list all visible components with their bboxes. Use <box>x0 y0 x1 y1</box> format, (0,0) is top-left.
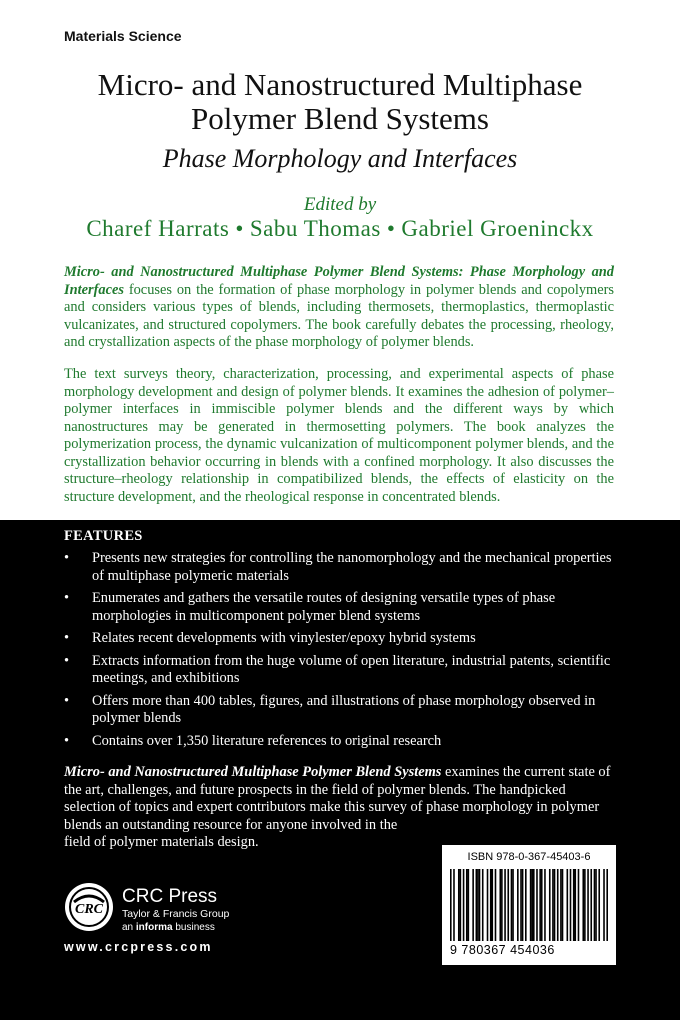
barcode-bar <box>512 869 514 941</box>
barcode-bar <box>594 869 596 941</box>
closing-paragraph <box>64 764 616 852</box>
barcode-bar <box>479 869 481 941</box>
feature-item: • Contains over 1,350 literature references to original research <box>64 732 442 749</box>
barcode-bar <box>587 869 589 941</box>
barcode-bar <box>507 869 509 941</box>
bullet-icon: • <box>64 590 70 606</box>
barcode-bar <box>590 869 592 941</box>
barcode-bar <box>531 869 533 941</box>
barcode-bar <box>487 869 489 941</box>
barcode-bar <box>495 869 497 941</box>
description-book-title: Micro- and Nanostructured Multiphase Polymer Blend Systems: Phase Morphology and Interfaces <box>64 264 614 298</box>
barcode-bar <box>574 869 576 941</box>
feature-item: • Extracts information from the huge volume of open literature, industrial patents, scientific meetings, and exhibitions <box>64 652 611 686</box>
publisher-name: CRC Press <box>122 886 218 907</box>
book-title <box>0 68 680 136</box>
bullet-icon: • <box>64 692 70 709</box>
barcode-bar <box>533 869 535 941</box>
edited-by-label: Edited by <box>303 194 377 215</box>
bullet-icon: • <box>64 630 70 646</box>
barcode-bar <box>582 869 584 941</box>
barcode-bar <box>520 869 522 941</box>
isbn-barcode-box <box>442 845 616 965</box>
barcode-bar <box>530 869 532 941</box>
bullet-icon: • <box>64 550 70 566</box>
barcode-bar <box>477 869 479 941</box>
separator-dot: • <box>235 216 244 241</box>
description-paragraph-2: The text surveys theory, characterization, processing, and experimental aspects of phase morphology development and design of polymer blends. It examines the adhesion of polymer–polymer interfaces in immiscible polymer blends and the different ways by which nanostructures may be generated in thermosetting polymers. The book analyzes the polymerization process, the dynamic vulcanization of multicomponent polymer blends, and the crystallization behavior occurring in blends with a confined morphology. It also discusses the structure–rheology relationship in compatibilized blends, the effects of elasticity on the structure development, and the rheological response in concentrated blends. <box>64 366 614 505</box>
editors-line <box>0 216 680 242</box>
barcode-bar <box>482 869 484 941</box>
barcode-bar <box>595 869 597 941</box>
barcode-bar <box>511 869 513 941</box>
features-heading: FEATURES <box>64 528 143 544</box>
barcode-bar <box>539 869 541 941</box>
barcode-bar <box>603 869 605 941</box>
barcode-bar <box>557 869 559 941</box>
barcode-bar <box>578 869 580 941</box>
barcode-bar <box>517 869 519 941</box>
separator-dot: • <box>386 216 396 241</box>
barcode-bar <box>501 869 503 941</box>
barcode-bar <box>453 869 455 941</box>
barcode-icon <box>450 869 608 941</box>
barcode-bar <box>499 869 501 941</box>
editor-name: Gabriel Groeninckx <box>401 216 594 241</box>
crc-press-logo-icon <box>64 882 114 932</box>
category-label: Materials Science <box>64 28 182 44</box>
book-subtitle: Phase Morphology and Interfaces <box>162 144 518 173</box>
barcode-digits: 9 780367 454036 <box>450 943 555 957</box>
feature-item: • Enumerates and gathers the versatile routes of designing versatile types of phase morphologies in multicomponent polymer blend systems <box>64 590 556 624</box>
bullet-icon: • <box>64 652 70 669</box>
barcode-bar <box>584 869 586 941</box>
feature-item: • Presents new strategies for controlling the nanomorphology and the mechanical properties of multiphase polymeric materials <box>64 550 612 584</box>
barcode-bar <box>491 869 493 941</box>
barcode-bar <box>562 869 564 941</box>
barcode-bar <box>536 869 538 941</box>
book-title-line-1: Micro- and Nanostructured Multiphase <box>97 67 583 102</box>
barcode-bar <box>472 869 474 941</box>
closing-text: examines the current state of the art, challenges, and future prospects in the field of polymer blends. The handpicked selection of topics and expert contributors make this survey of phase morphology in polymer blends an outstanding resource for anyone involved in the <box>64 764 611 833</box>
publisher-group: Taylor & Francis Group <box>122 908 230 920</box>
publisher-business-line: an informa business <box>122 922 215 933</box>
barcode-bar <box>567 869 569 941</box>
barcode-bar <box>463 869 465 941</box>
publisher-website: www.crcpress.com <box>64 940 213 954</box>
barcode-bar <box>549 869 551 941</box>
barcode-bar <box>560 869 562 941</box>
book-title-line-2: Polymer Blend Systems <box>191 101 489 136</box>
barcode-bar <box>606 869 608 941</box>
feature-item: • Offers more than 400 tables, figures, and illustrations of phase morphology observed in polymer blends <box>64 692 596 726</box>
features-list <box>64 550 616 755</box>
barcode-bar <box>525 869 527 941</box>
editor-name: Sabu Thomas <box>249 216 381 241</box>
barcode-bar <box>570 869 572 941</box>
informa-brand: informa <box>135 922 173 933</box>
description-text: focuses on the formation of phase morphology in polymer blends and copolymers and considers various types of blends, including thermosets, thermoplastics, thermoplastic vulcanizates, and structured copolymers. The book carefully debates the processing, rheology, and crystallization aspects of the phase morphology of polymer blends. <box>64 281 614 350</box>
barcode-bar <box>458 869 460 941</box>
logo-text: CRC <box>74 902 104 917</box>
description-paragraph-1 <box>64 264 614 352</box>
barcode-bar <box>573 869 575 941</box>
barcode-bar <box>504 869 506 941</box>
feature-item: • Relates recent developments with vinylester/epoxy hybrid systems <box>64 630 476 646</box>
barcode-bar <box>476 869 478 941</box>
barcode-bar <box>554 869 556 941</box>
barcode-bar <box>544 869 546 941</box>
barcode-bar <box>552 869 554 941</box>
barcode-bar <box>522 869 524 941</box>
isbn-label: ISBN 978-0-367-45403-6 <box>467 851 591 863</box>
closing-text-end: field of polymer materials design. <box>64 834 259 850</box>
editor-name: Charef Harrats <box>86 216 230 241</box>
barcode-bar <box>466 869 468 941</box>
bullet-icon: • <box>64 732 70 749</box>
closing-book-title: Micro- and Nanostructured Multiphase Polymer Blend Systems <box>64 764 442 780</box>
barcode-bar <box>450 869 452 941</box>
barcode-bar <box>490 869 492 941</box>
barcode-bar <box>460 869 462 941</box>
barcode-bar <box>598 869 600 941</box>
barcode-bar <box>468 869 470 941</box>
barcode-bar <box>541 869 543 941</box>
